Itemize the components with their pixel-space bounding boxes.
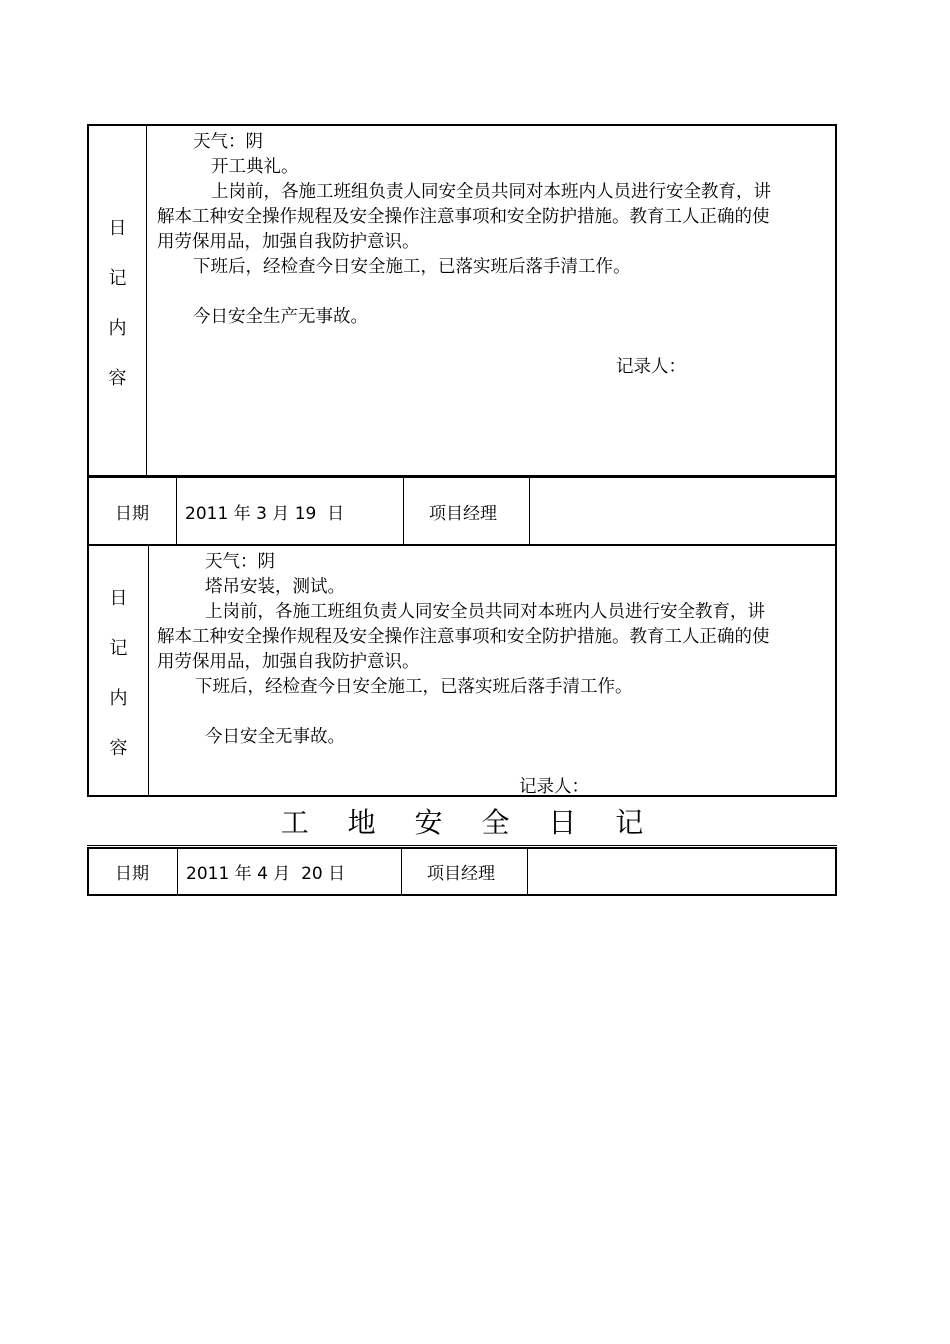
after-work-line: 下班后，经检查今日安全施工，已落实班后落手清工作。 <box>193 257 631 277</box>
date-value: 2011 年 4 月 20 日 <box>186 864 346 884</box>
activity-line: 开工典礼。 <box>211 157 299 177</box>
date-label: 日期 <box>115 864 149 884</box>
label-char: 容 <box>108 368 127 389</box>
paragraph-line: 上岗前，各施工班组负责人同安全员共同对本班内人员进行安全教育，讲 <box>205 602 765 622</box>
summary-line: 今日安全无事故。 <box>205 727 345 747</box>
date-value: 2011 年 3 月 19 日 <box>185 503 345 524</box>
weather-line: 天气：阴 <box>205 552 275 572</box>
label-char: 记 <box>109 638 128 659</box>
label-char: 容 <box>109 738 128 759</box>
paragraph-line: 用劳保用品，加强自我防护意识。 <box>157 652 420 672</box>
diary-content <box>89 126 835 475</box>
summary-line: 今日安全生产无事故。 <box>193 307 368 327</box>
title-char: 地 <box>347 806 376 839</box>
activity-line: 塔吊安装，测试。 <box>205 577 345 597</box>
recorder-label: 记录人： <box>519 777 589 797</box>
recorder-label: 记录人： <box>616 357 686 377</box>
page-title <box>87 800 837 846</box>
title-char: 全 <box>481 806 510 839</box>
date-row-2 <box>87 847 837 896</box>
cell-divider <box>176 478 177 544</box>
title-char: 安 <box>414 806 443 839</box>
label-char: 日 <box>109 588 128 609</box>
project-manager-label: 项目经理 <box>427 864 495 884</box>
title-char: 记 <box>615 806 644 839</box>
cell-divider <box>401 849 402 894</box>
diary-entry-1 <box>87 124 837 477</box>
project-manager-label: 项目经理 <box>429 503 497 524</box>
label-char: 日 <box>108 218 127 239</box>
paragraph-line: 解本工种安全操作规程及安全操作注意事项和安全防护措施。教育工人正确的使 <box>157 207 770 227</box>
paragraph-line: 用劳保用品，加强自我防护意识。 <box>157 232 420 252</box>
paragraph-line: 上岗前，各施工班组负责人同安全员共同对本班内人员进行安全教育，讲 <box>211 182 771 202</box>
label-char: 内 <box>109 688 128 709</box>
diary-entry-2 <box>87 544 837 797</box>
cell-divider <box>527 849 528 894</box>
cell-divider <box>177 849 178 894</box>
weather-line: 天气：阴 <box>193 132 263 152</box>
label-char: 记 <box>108 268 127 289</box>
date-label: 日期 <box>115 503 149 524</box>
label-char: 内 <box>108 318 127 339</box>
after-work-line: 下班后，经检查今日安全施工，已落实班后落手清工作。 <box>195 677 633 697</box>
date-row-1 <box>87 476 837 546</box>
diary-content <box>89 546 835 795</box>
cell-divider <box>529 478 530 544</box>
title-char: 工 <box>280 806 309 839</box>
paragraph-line: 解本工种安全操作规程及安全操作注意事项和安全防护措施。教育工人正确的使 <box>157 627 770 647</box>
title-char: 日 <box>548 806 577 839</box>
cell-divider <box>403 478 404 544</box>
